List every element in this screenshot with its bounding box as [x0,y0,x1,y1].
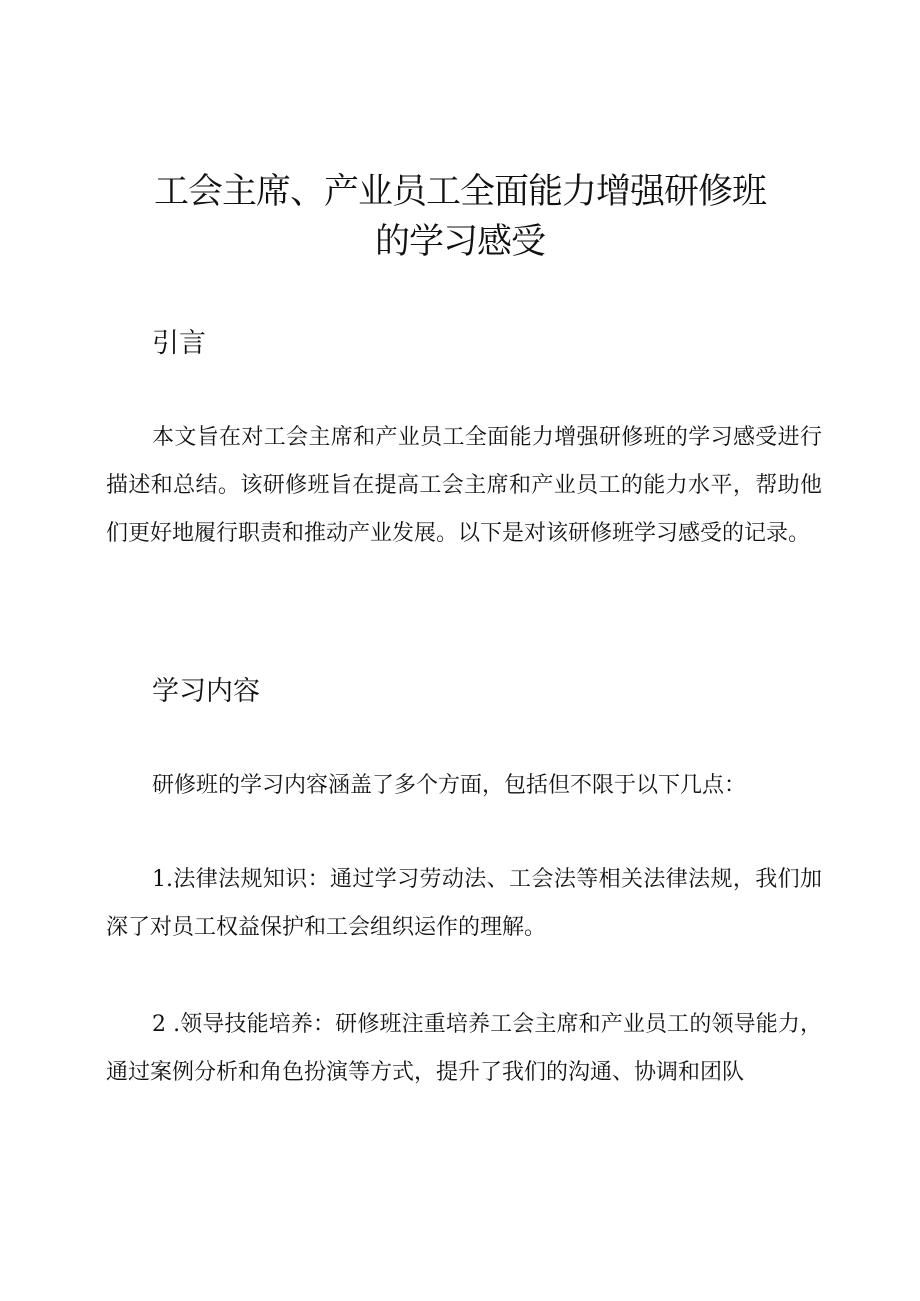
section-heading-intro: 引言 [152,328,206,359]
learning-content-lead-paragraph: 研修班的学习内容涵盖了多个方面，包括但不限于以下几点： [152,773,747,798]
learning-item-2-paragraph: 2 .领导技能培养：研修班注重培养工会主席和产业员工的领导能力，通过案例分析和角色扮演等方式，提升了我们的沟通、协调和团队 [106,1012,822,1085]
section-heading-learning-content: 学习内容 [152,676,260,707]
document-title-line-2: 的学习感受 [374,222,545,262]
document-title-line-1: 工会主席、产业员工全面能力增强研修班 [153,172,766,212]
learning-item-1-paragraph: 1.法律法规知识：通过学习劳动法、工会法等相关法律法规，我们加深了对员工权益保护和工会组织运作的理解。 [106,867,822,940]
intro-paragraph: 本文旨在对工会主席和产业员工全面能力增强研修班的学习感受进行描述和总结。该研修班旨在提高工会主席和产业员工的能力水平，帮助他们更好地履行职责和推动产业发展。以下是对该研修班学习感受的记录。 [106,425,822,546]
